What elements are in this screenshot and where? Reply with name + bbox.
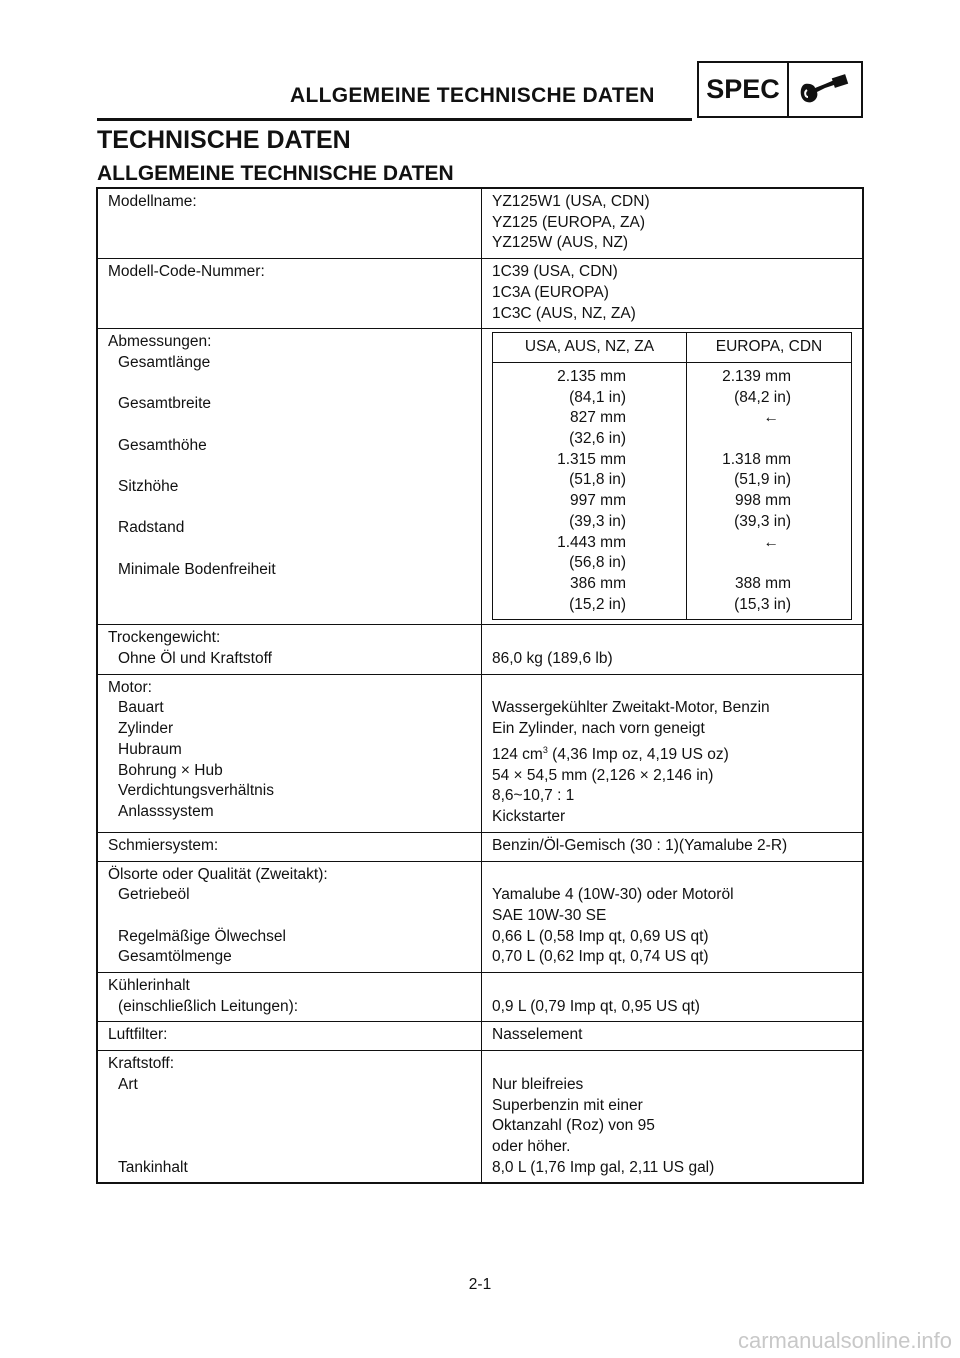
- engine-value: Ein Zylinder, nach vorn geneigt: [492, 720, 705, 738]
- oil-name: Gesamtölmenge: [118, 948, 232, 966]
- dim-value: (84,2 in): [734, 388, 791, 406]
- dim-name: Radstand: [118, 519, 185, 537]
- row-air: [97, 1022, 863, 1051]
- code-value: 1C3C (AUS, NZ, ZA): [492, 304, 636, 322]
- dim-value: 1.443 mm: [557, 533, 626, 551]
- dim-value: 388 mm: [735, 574, 791, 592]
- coolant-label: Kühlerinhalt: [108, 977, 190, 995]
- code-values: [482, 259, 864, 329]
- fuel-value: oder höher.: [492, 1137, 571, 1155]
- dim-col2-header: EUROPA, CDN: [687, 333, 852, 363]
- model-value: YZ125W1 (USA, CDN): [492, 193, 650, 210]
- row-lube: [97, 832, 863, 861]
- model-label: Modellname:: [97, 188, 482, 259]
- same-as-left-arrow: ←: [763, 409, 779, 427]
- dim-name: Gesamthöhe: [118, 436, 207, 454]
- model-value: YZ125 (EUROPA, ZA): [492, 213, 646, 231]
- dim-value: 1.315 mm: [557, 450, 626, 468]
- dim-name: Gesamtlänge: [118, 353, 211, 371]
- coolant-labels: [97, 973, 482, 1022]
- fuel-label: Kraftstoff:: [108, 1055, 175, 1073]
- section-title: ALLGEMEINE TECHNISCHE DATEN: [290, 84, 655, 107]
- code-value: 1C39 (USA, CDN): [492, 263, 618, 281]
- row-engine: [97, 674, 863, 832]
- oil-value: SAE 10W-30 SE: [492, 906, 607, 924]
- row-coolant: [97, 973, 863, 1022]
- engine-name: Anlasssystem: [118, 802, 214, 820]
- engine-name: Hubraum: [118, 740, 182, 758]
- coolant-value: 0,9 L (0,79 Imp qt, 0,95 US qt): [492, 997, 700, 1015]
- heading-technical-data: TECHNISCHE DATEN: [97, 126, 351, 154]
- engine-labels: [97, 674, 482, 832]
- engine-value: 54 × 54,5 mm (2,126 × 2,146 in): [492, 766, 714, 784]
- dim-value: (15,3 in): [734, 595, 791, 613]
- same-as-left-arrow: ←: [763, 533, 779, 551]
- dim-value: 2.135 mm: [557, 367, 626, 385]
- fuel-name: Art: [118, 1075, 138, 1093]
- weight-value: 86,0 kg (189,6 lb): [492, 650, 613, 668]
- air-label: Luftfilter:: [97, 1022, 482, 1051]
- row-model: [97, 188, 863, 259]
- dim-value: 998 mm: [735, 492, 791, 510]
- engine-values: [482, 674, 864, 832]
- row-weight: [97, 625, 863, 674]
- watermark: carmanualsonline.info: [737, 1328, 952, 1353]
- dimensions-values: [482, 329, 864, 625]
- dimensions-subtable: [492, 332, 852, 620]
- engine-value: Wassergekühlter Zweitakt-Motor, Benzin: [492, 699, 770, 717]
- air-value: Nasselement: [482, 1022, 864, 1051]
- dim-col1-values: [493, 362, 687, 619]
- weight-values: [482, 625, 864, 674]
- engine-label: Motor:: [108, 678, 152, 696]
- code-value: 1C3A (EUROPA): [492, 283, 609, 301]
- dim-col2-values: [687, 362, 852, 619]
- dim-value: 386 mm: [570, 574, 626, 592]
- heading-general-data: ALLGEMEINE TECHNISCHE DATEN: [97, 162, 454, 185]
- engine-name: Zylinder: [118, 720, 174, 738]
- engine-value: Kickstarter: [492, 808, 566, 826]
- header-rule: [97, 118, 692, 121]
- dim-name: Minimale Bodenfreiheit: [118, 560, 276, 578]
- oil-value: 0,66 L (0,58 Imp qt, 0,69 US qt): [492, 927, 709, 945]
- fuel-value: 8,0 L (1,76 Imp gal, 2,11 US gal): [492, 1158, 715, 1176]
- fuel-values: [482, 1051, 864, 1184]
- oil-value: Yamalube 4 (10W-30) oder Motoröl: [492, 886, 734, 904]
- spec-label: SPEC: [699, 63, 789, 116]
- fuel-value: Oktanzahl (Roz) von 95: [492, 1117, 655, 1135]
- lube-label: Schmiersystem:: [97, 832, 482, 861]
- engine-value: 124 $cm^3$ (4,36 Imp oz, 4,19 US oz): [492, 744, 729, 764]
- coolant-sub: (einschließlich Leitungen):: [118, 997, 299, 1015]
- dim-value: (15,2 in): [569, 595, 626, 613]
- dim-value: (39,3 in): [569, 512, 626, 530]
- wrench-icon: [789, 63, 861, 116]
- dimensions-label: Abmessungen:: [108, 333, 212, 351]
- oil-labels: [97, 861, 482, 973]
- dim-value: (56,8 in): [569, 554, 626, 572]
- spec-table: [96, 187, 864, 1184]
- row-dimensions: [97, 329, 863, 625]
- weight-sub: Ohne Öl und Kraftstoff: [118, 650, 272, 668]
- page-number: 2-1: [468, 1276, 492, 1293]
- dim-value: (51,8 in): [569, 471, 626, 489]
- fuel-value: Superbenzin mit einer: [492, 1096, 643, 1114]
- oil-name: Regelmäßige Ölwechsel: [118, 927, 286, 945]
- dim-value: (32,6 in): [569, 430, 626, 448]
- dimensions-labels: [97, 329, 482, 625]
- spec-badge: [697, 61, 863, 118]
- dim-value: 2.139 mm: [722, 367, 791, 385]
- dim-name: Sitzhöhe: [118, 478, 179, 496]
- dim-value: (39,3 in): [734, 512, 791, 530]
- coolant-values: [482, 973, 864, 1022]
- model-values: [482, 188, 864, 259]
- weight-labels: [97, 625, 482, 674]
- fuel-labels: [97, 1051, 482, 1184]
- code-label: Modell-Code-Nummer:: [97, 259, 482, 329]
- engine-name: Bauart: [118, 699, 164, 717]
- engine-value: 8,6~10,7 : 1: [492, 787, 575, 805]
- row-fuel: [97, 1051, 863, 1184]
- dim-value: 1.318 mm: [722, 450, 791, 468]
- fuel-value: Nur bleifreies: [492, 1075, 584, 1093]
- dim-value: (84,1 in): [569, 388, 626, 406]
- lube-value: Benzin/Öl-Gemisch (30 : 1)(Yamalube 2-R): [482, 832, 864, 861]
- oil-label: Ölsorte oder Qualität (Zweitakt):: [108, 865, 328, 883]
- dim-value: (51,9 in): [734, 471, 791, 489]
- oil-name: Getriebeöl: [118, 886, 190, 904]
- engine-name: Bohrung × Hub: [118, 761, 223, 779]
- row-oil: [97, 861, 863, 973]
- dim-value: 827 mm: [570, 409, 626, 427]
- weight-label: Trockengewicht:: [108, 629, 221, 647]
- dim-name: Gesamtbreite: [118, 395, 212, 413]
- dim-value: 997 mm: [570, 492, 626, 510]
- engine-name: Verdichtungsverhältnis: [118, 782, 274, 800]
- oil-values: [482, 861, 864, 973]
- oil-value: 0,70 L (0,62 Imp qt, 0,74 US qt): [492, 948, 709, 966]
- row-code: [97, 259, 863, 329]
- model-value: YZ125W (AUS, NZ): [492, 234, 629, 252]
- fuel-name: Tankinhalt: [118, 1158, 188, 1176]
- dim-col1-header: USA, AUS, NZ, ZA: [493, 333, 687, 363]
